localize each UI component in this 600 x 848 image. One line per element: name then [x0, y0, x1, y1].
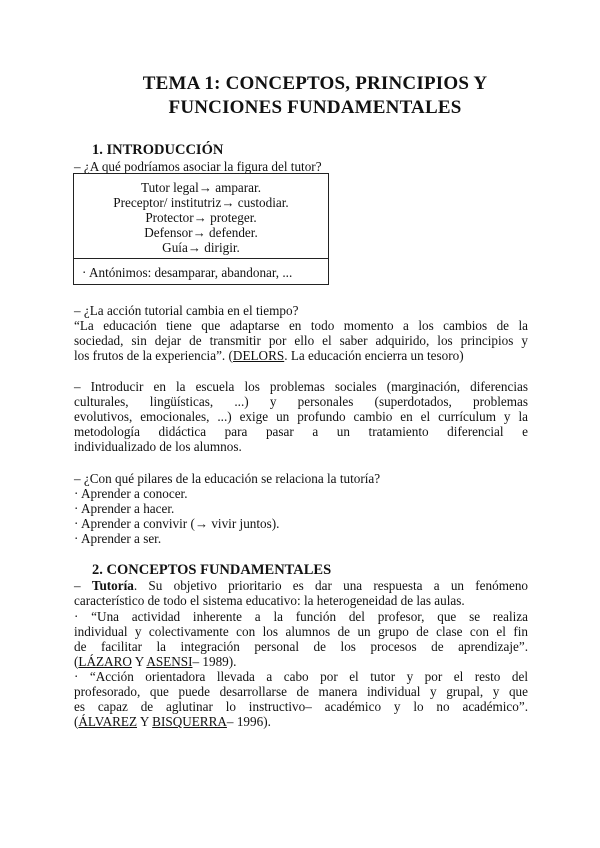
- citation-year: – 1989).: [192, 654, 237, 669]
- quote-author: DELORS: [232, 348, 285, 363]
- box-items: [74, 174, 328, 259]
- paragraph-line: característico de todo el sistema educativo: la heterogeneidad de las aulas.: [74, 593, 465, 608]
- title-line-1: TEMA 1: CONCEPTOS, PRINCIPIOS Y: [142, 73, 488, 94]
- quote-text: los frutos de la experiencia”. (: [74, 348, 233, 363]
- quote-line: sociedad, sin dejar de transmitir por ello el saber adquirido, los principios y: [74, 333, 528, 348]
- question-tutor-figure: – ¿A qué podríamos asociar la figura del tutor?: [74, 159, 322, 174]
- definition-lazaro-asensi: [74, 609, 528, 669]
- pillar-item: · Aprender a hacer.: [74, 501, 175, 516]
- section-heading-conceptos: 2. CONCEPTOS FUNDAMENTALES: [92, 562, 332, 578]
- citation-year: – 1996).: [226, 714, 271, 729]
- definition-line: · “Una actividad inherente a la función del profesor, que se realiza: [74, 609, 528, 624]
- author-alvarez: ÁLVAREZ: [78, 714, 138, 729]
- delors-quote: [74, 318, 528, 363]
- author-asensi: ASENSI: [146, 654, 193, 669]
- conjunction: Y: [131, 654, 147, 669]
- paragraph-line: metodología didáctica para pasar a un tratamiento diferencial e: [74, 424, 528, 439]
- pillar-item: · Aprender a convivir (→ vivir juntos).: [74, 516, 280, 531]
- tutor-associations-box: [73, 173, 329, 285]
- box-item: Guía→ dirigir.: [162, 240, 240, 255]
- title-line-2: FUNCIONES FUNDAMENTALES: [168, 97, 462, 118]
- definition-line: profesorado, que puede desarrollarse de manera individual y grupal, y que: [74, 684, 528, 699]
- definition-line: individual y colectivamente con los alumnos de un grupo de clase con el fin: [74, 624, 528, 639]
- box-antonyms: · Antónimos: desamparar, abandonar, ...: [82, 265, 293, 280]
- paren: (: [74, 714, 79, 729]
- page-title: [70, 72, 560, 120]
- author-lazaro: LÁZARO: [78, 654, 132, 669]
- paren: (: [74, 654, 79, 669]
- box-item: Protector→ proteger.: [145, 210, 257, 225]
- dash: –: [74, 578, 92, 593]
- definition-alvarez-bisquerra: [74, 669, 528, 729]
- tutoria-paragraph: [74, 578, 528, 608]
- box-item: Tutor legal→ amparar.: [140, 180, 261, 195]
- definition-citation: [74, 654, 528, 669]
- box-item: Defensor→ defender.: [144, 225, 258, 240]
- definition-citation: [74, 714, 528, 729]
- box-item: Preceptor/ institutriz→ custodiar.: [113, 195, 289, 210]
- question-tutorial-change: – ¿La acción tutorial cambia en el tiempo?: [74, 303, 299, 318]
- quote-line-last: [74, 348, 528, 363]
- pillar-item: · Aprender a ser.: [74, 531, 162, 546]
- quote-line: “La educación tiene que adaptarse en todo momento a los cambios de la: [74, 318, 528, 333]
- paragraph-line: [74, 578, 528, 593]
- paragraph-text: . Su objetivo prioritario es dar una respuesta a un fenómeno: [133, 578, 529, 593]
- author-bisquerra: BISQUERRA: [152, 714, 227, 729]
- social-problems-paragraph: [74, 379, 528, 454]
- paragraph-line: culturales, lingüísticas, ...) y personales (superdotados, problemas: [74, 394, 528, 409]
- paragraph-line: evolutivos, emocionales, ...) exige un profundo cambio en el currículum y la: [74, 409, 528, 424]
- pillar-item: · Aprender a conocer.: [74, 486, 188, 501]
- definition-line: · “Acción orientadora llevada a cabo por el tutor y por el resto del: [74, 669, 528, 684]
- definition-line: es capaz de aglutinar lo instructivo– académico y lo no académico”.: [74, 699, 528, 714]
- conjunction: Y: [137, 714, 153, 729]
- section-heading-introduccion: 1. INTRODUCCIÓN: [92, 142, 224, 158]
- term-tutoria: Tutoría: [91, 578, 134, 593]
- quote-source: . La educación encierra un tesoro): [284, 348, 464, 363]
- paragraph-line: – Introducir en la escuela los problemas sociales (marginación, diferencias: [74, 379, 528, 394]
- definition-line: de facilitar la integración personal de los procesos de aprendizaje”.: [74, 639, 528, 654]
- paragraph-line: individualizado de los alumnos.: [74, 439, 242, 454]
- question-pillars: – ¿Con qué pilares de la educación se relaciona la tutoría?: [74, 471, 381, 486]
